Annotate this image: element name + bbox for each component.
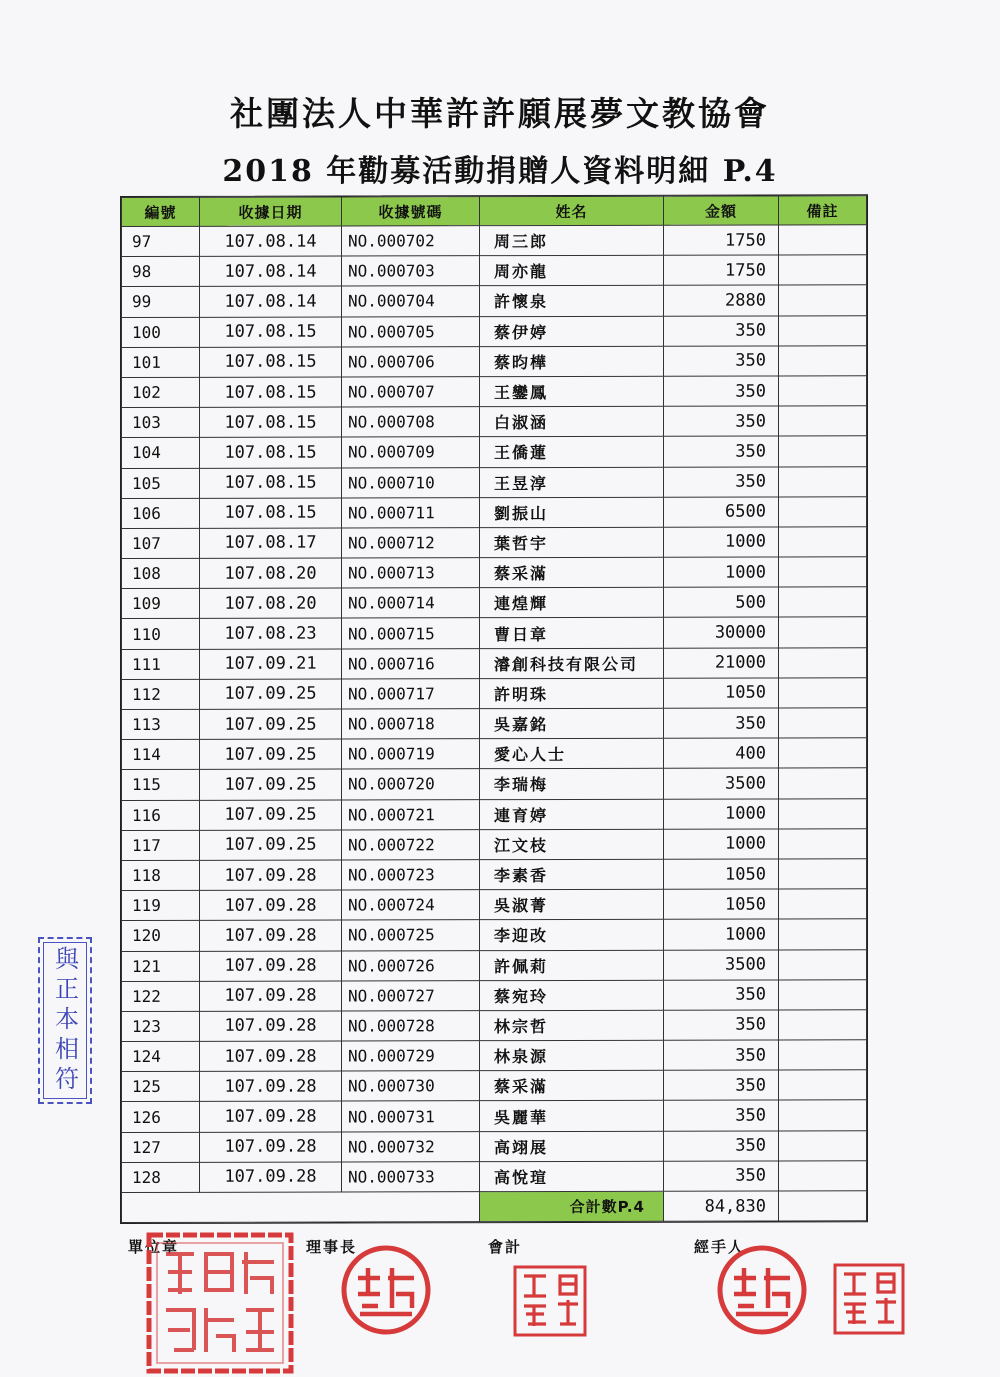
row-amount: 350 [664,316,779,346]
row-amount: 350 [664,980,779,1010]
chairman-label: 理事長 [306,1238,358,1256]
handler-label: 經手人 [694,1238,746,1256]
row-date: 107.08.20 [200,588,342,619]
row-note [779,496,867,526]
row-name: 王鑾鳳 [480,376,664,407]
row-no: 97 [122,226,200,256]
row-note [779,617,867,647]
row-amount: 500 [664,587,779,617]
table-row [122,647,867,679]
table-row [122,798,867,830]
report-title: 2018 年勸募活動捐贈人資料明細 P.4 [222,154,778,189]
row-date: 107.09.25 [200,709,342,740]
row-name: 劉振山 [480,497,664,528]
row-no: 102 [122,377,200,407]
table-row [122,527,867,559]
certified-copy-stamp [38,937,92,1104]
row-receipt: NO.000722 [342,829,480,860]
row-amount: 1000 [664,799,779,829]
row-receipt: NO.000707 [342,377,480,408]
row-receipt: NO.000730 [342,1071,480,1102]
handler-square-seal [832,1262,906,1336]
row-receipt: NO.000714 [342,588,480,619]
row-name: 蔡采滿 [480,1071,664,1102]
header-note: 備註 [779,196,867,225]
row-receipt: NO.000705 [342,316,480,347]
table-row [122,949,867,981]
table-row [122,979,867,1011]
row-note [779,376,867,406]
row-name: 林宗哲 [480,1010,664,1041]
row-note [779,708,867,738]
row-date: 107.08.14 [200,226,342,257]
table-row [122,678,867,710]
row-receipt: NO.000724 [342,890,480,921]
row-note [779,678,867,708]
total-label: 合計數P.4 [480,1191,664,1221]
row-receipt: NO.000711 [342,497,480,528]
row-date: 107.09.28 [200,981,342,1012]
row-amount: 350 [664,1070,779,1100]
row-note [779,436,867,466]
row-amount: 350 [664,436,779,466]
row-receipt: NO.000710 [342,467,480,498]
row-note [779,406,867,436]
row-no: 121 [122,951,200,981]
row-name: 愛心人士 [480,738,664,769]
row-note [779,587,867,617]
row-amount: 350 [664,1161,779,1191]
row-no: 105 [122,468,200,498]
donor-table [121,195,867,1223]
row-amount: 350 [664,1100,779,1130]
row-amount: 21000 [664,648,779,678]
row-date: 107.08.15 [200,317,342,348]
row-receipt: NO.000704 [342,286,480,317]
row-note [779,979,867,1009]
row-no: 113 [122,709,200,739]
row-name: 王僑蓮 [480,437,664,468]
row-receipt: NO.000728 [342,1011,480,1042]
unit-seal-label: 單位章 [128,1238,180,1256]
row-note [779,889,867,919]
row-name: 許佩莉 [480,950,664,981]
row-amount: 1750 [664,225,779,255]
row-note [779,225,867,255]
row-name: 白淑涵 [480,406,664,437]
row-date: 107.08.15 [200,437,342,468]
row-no: 110 [122,619,200,649]
table-row [122,285,867,317]
row-date: 107.09.28 [200,1162,342,1193]
row-receipt: NO.000715 [342,618,480,649]
table-row [122,617,867,649]
row-date: 107.08.15 [200,407,342,438]
table-row [122,708,867,740]
row-date: 107.09.28 [200,950,342,981]
row-name: 濬創科技有限公司 [480,648,664,679]
row-date: 107.08.15 [200,347,342,378]
row-name: 連煌輝 [480,588,664,619]
row-amount: 350 [664,406,779,436]
row-note [779,859,867,889]
row-receipt: NO.000731 [342,1101,480,1132]
row-amount: 1050 [664,678,779,708]
table-body [122,225,867,1193]
row-name: 林泉源 [480,1040,664,1071]
row-amount: 3500 [664,950,779,980]
row-note [779,768,867,798]
organization-seal [146,1232,294,1374]
row-note [779,1100,867,1130]
table-header-row [122,196,867,227]
total-note [779,1191,867,1221]
table-row [122,346,867,378]
row-date: 107.08.15 [200,498,342,529]
row-no: 114 [122,740,200,770]
row-date: 107.08.15 [200,467,342,498]
row-amount: 3500 [664,768,779,798]
row-no: 104 [122,438,200,468]
row-receipt: NO.000708 [342,407,480,438]
header-no: 編號 [122,197,200,226]
header-name: 姓名 [480,196,664,225]
row-receipt: NO.000727 [342,980,480,1011]
row-amount: 350 [664,376,779,406]
row-name: 曹日章 [480,618,664,649]
row-name: 葉哲宇 [480,527,664,558]
row-name: 高翊展 [480,1131,664,1162]
table-row [122,496,867,528]
table-row [122,829,867,861]
header-receipt: 收據號碼 [342,197,480,226]
row-no: 124 [122,1041,200,1071]
row-note [779,1161,867,1191]
row-date: 107.09.28 [200,890,342,921]
row-no: 100 [122,317,200,347]
handler-round-seal [716,1244,808,1336]
row-receipt: NO.000726 [342,950,480,981]
row-date: 107.09.28 [200,1101,342,1132]
table-row [122,1010,867,1042]
row-date: 107.08.15 [200,377,342,408]
table-row [122,859,867,891]
row-no: 111 [122,649,200,679]
row-note [779,1070,867,1100]
row-date: 107.09.28 [200,860,342,891]
row-name: 許懷泉 [480,286,664,317]
table-row [122,225,867,257]
row-note [779,738,867,768]
table-row [122,466,867,498]
table-row [122,738,867,770]
row-note [779,1040,867,1070]
row-amount: 2880 [664,285,779,315]
row-date: 107.09.25 [200,769,342,800]
row-no: 123 [122,1011,200,1041]
row-no: 117 [122,830,200,860]
row-amount: 400 [664,738,779,768]
total-amount: 84,830 [664,1191,779,1221]
row-name: 周亦龍 [480,255,664,286]
row-receipt: NO.000717 [342,678,480,709]
row-note [779,346,867,376]
row-receipt: NO.000703 [342,256,480,287]
row-amount: 1000 [664,919,779,949]
table-row [122,768,867,800]
row-date: 107.09.25 [200,679,342,710]
row-receipt: NO.000732 [342,1131,480,1162]
row-date: 107.09.28 [200,1011,342,1042]
row-receipt: NO.000721 [342,799,480,830]
row-no: 107 [122,528,200,558]
row-note [779,315,867,345]
table-row [122,406,867,438]
header-date: 收據日期 [200,197,342,226]
table-row [122,889,867,921]
row-date: 107.09.25 [200,830,342,861]
row-no: 99 [122,287,200,317]
row-name: 蔡昀樺 [480,346,664,377]
chairman-seal [340,1244,432,1336]
table-row [122,1040,867,1072]
row-receipt: NO.000718 [342,709,480,740]
row-date: 107.08.14 [200,286,342,317]
row-date: 107.09.25 [200,739,342,770]
row-amount: 350 [664,1131,779,1161]
row-name: 蔡宛玲 [480,980,664,1011]
donor-table-wrapper [120,194,868,1224]
row-note [779,1130,867,1160]
row-date: 107.09.28 [200,920,342,951]
row-name: 李素香 [480,859,664,890]
row-date: 107.09.28 [200,1071,342,1102]
table-row [122,557,867,589]
row-no: 118 [122,860,200,890]
row-name: 許明珠 [480,678,664,709]
row-receipt: NO.000723 [342,860,480,891]
row-amount: 1050 [664,889,779,919]
row-no: 98 [122,257,200,287]
row-no: 106 [122,498,200,528]
row-name: 吳麗華 [480,1101,664,1132]
row-note [779,1010,867,1040]
row-name: 李瑞梅 [480,769,664,800]
row-note [779,557,867,587]
row-date: 107.08.23 [200,618,342,649]
row-amount: 350 [664,346,779,376]
table-row [122,436,867,468]
row-name: 江文枝 [480,829,664,860]
table-row [122,376,867,408]
row-receipt: NO.000712 [342,528,480,559]
row-amount: 1750 [664,255,779,285]
row-name: 周三郎 [480,225,664,256]
row-note [779,798,867,828]
row-amount: 1000 [664,527,779,557]
header-amount: 金額 [664,196,779,225]
accountant-label: 會計 [488,1238,523,1256]
row-amount: 1000 [664,557,779,587]
row-no: 122 [122,981,200,1011]
table-row [122,1130,867,1162]
row-no: 125 [122,1072,200,1102]
table-row [122,315,867,347]
row-date: 107.08.17 [200,528,342,559]
row-amount: 350 [664,467,779,497]
row-amount: 350 [664,708,779,738]
row-note [779,949,867,979]
row-amount: 6500 [664,497,779,527]
row-date: 107.09.21 [200,649,342,680]
row-receipt: NO.000702 [342,226,480,257]
row-name: 蔡伊婷 [480,316,664,347]
row-note [779,647,867,677]
row-date: 107.09.28 [200,1132,342,1163]
table-row [122,255,867,287]
row-no: 101 [122,347,200,377]
row-name: 吳淑菁 [480,889,664,920]
row-amount: 1000 [664,829,779,859]
row-no: 108 [122,558,200,588]
total-row [122,1191,867,1223]
row-note [779,255,867,285]
row-receipt: NO.000720 [342,769,480,800]
row-name: 吳嘉銘 [480,708,664,739]
row-no: 127 [122,1132,200,1162]
row-receipt: NO.000716 [342,648,480,679]
table-row [122,1070,867,1102]
row-no: 109 [122,589,200,619]
table-row [122,919,867,951]
org-title: 社團法人中華許許願展夢文教協會 [230,94,770,133]
row-name: 高悅瑄 [480,1161,664,1192]
row-date: 107.09.25 [200,800,342,831]
row-amount: 350 [664,1010,779,1040]
table-row [122,1161,867,1193]
row-no: 128 [122,1162,200,1192]
row-name: 蔡采滿 [480,557,664,588]
row-note [779,527,867,557]
row-receipt: NO.000725 [342,920,480,951]
row-receipt: NO.000733 [342,1161,480,1192]
table-row [122,587,867,619]
row-no: 112 [122,679,200,709]
row-no: 103 [122,407,200,437]
row-no: 126 [122,1102,200,1132]
table-row [122,1100,867,1132]
row-receipt: NO.000719 [342,739,480,770]
row-amount: 1050 [664,859,779,889]
row-note [779,285,867,315]
row-no: 119 [122,890,200,920]
row-receipt: NO.000706 [342,346,480,377]
row-no: 116 [122,800,200,830]
accountant-seal [512,1264,588,1338]
row-date: 107.09.28 [200,1041,342,1072]
row-name: 連育婷 [480,799,664,830]
row-no: 120 [122,921,200,951]
row-receipt: NO.000729 [342,1041,480,1072]
row-note [779,466,867,496]
row-no: 115 [122,770,200,800]
certified-copy-text: 與正本相符 [50,945,79,1096]
row-receipt: NO.000713 [342,558,480,589]
row-name: 李迎改 [480,920,664,951]
total-spacer [122,1192,480,1223]
row-date: 107.08.14 [200,256,342,287]
row-receipt: NO.000709 [342,437,480,468]
row-name: 王昱淳 [480,467,664,498]
row-note [779,919,867,949]
row-note [779,829,867,859]
row-amount: 350 [664,1040,779,1070]
row-amount: 30000 [664,617,779,647]
row-date: 107.08.20 [200,558,342,589]
